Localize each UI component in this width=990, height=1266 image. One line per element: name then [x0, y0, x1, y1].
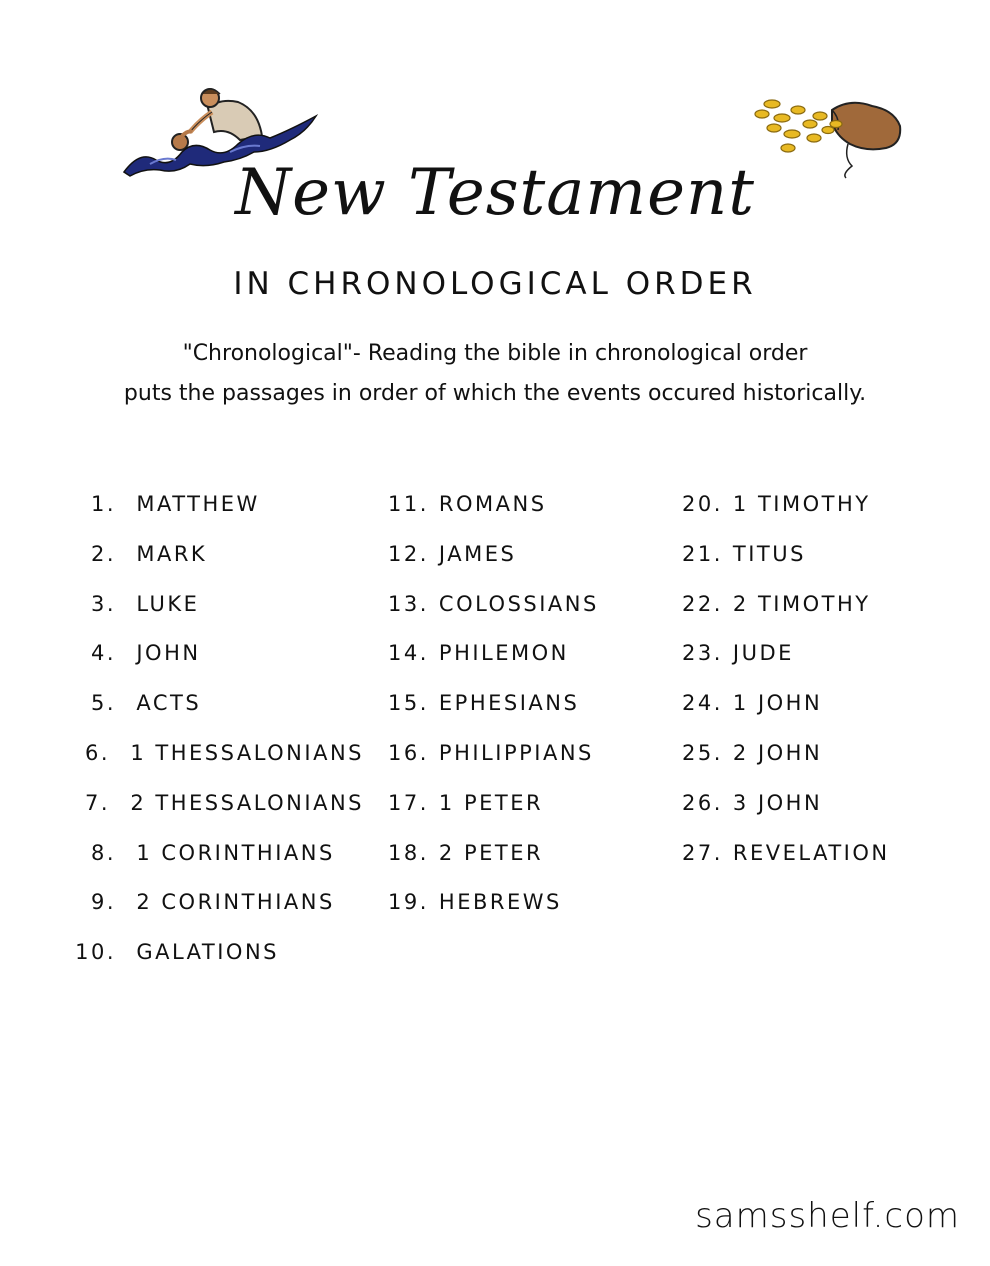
book-name: GALATIONS — [136, 940, 280, 965]
list-item — [388, 890, 668, 940]
book-number: 22. — [682, 591, 723, 616]
book-number: 21. — [682, 541, 723, 566]
list-item — [64, 641, 364, 691]
list-item — [388, 791, 668, 841]
book-name: HEBREWS — [438, 890, 562, 915]
list-item — [64, 841, 364, 891]
book-number: 20. — [682, 492, 723, 516]
book-name: 1 JOHN — [732, 691, 823, 716]
list-item — [682, 542, 962, 592]
book-number: 26. — [682, 790, 723, 815]
book-name: LUKE — [136, 591, 200, 616]
list-item — [682, 592, 962, 642]
book-name: MARK — [136, 541, 208, 566]
book-number: 4. — [90, 641, 116, 666]
list-item — [64, 940, 364, 990]
book-name: MATTHEW — [136, 492, 260, 516]
book-number: 3. — [90, 591, 116, 616]
list-item — [388, 542, 668, 592]
description — [40, 334, 950, 414]
list-item — [64, 791, 364, 841]
book-number: 18. — [388, 840, 429, 865]
book-number: 10. — [75, 940, 116, 965]
list-item — [64, 741, 364, 791]
list-item — [682, 691, 962, 741]
book-number: 7. — [84, 790, 110, 815]
book-number: 23. — [682, 641, 723, 666]
book-number: 14. — [388, 641, 429, 666]
book-name: 2 CORINTHIANS — [136, 890, 335, 915]
book-number: 27. — [682, 840, 723, 865]
book-column-3 — [682, 492, 962, 890]
book-number: 24. — [682, 691, 723, 716]
book-number: 16. — [388, 740, 429, 765]
book-number: 8. — [90, 840, 116, 865]
list-item — [388, 641, 668, 691]
book-name: 2 JOHN — [732, 740, 823, 765]
website-link[interactable]: samsshelf.com — [695, 1196, 960, 1236]
list-item — [388, 691, 668, 741]
book-number: 12. — [388, 541, 429, 566]
book-number: 6. — [84, 740, 110, 765]
list-item — [64, 542, 364, 592]
book-number: 2. — [90, 541, 116, 566]
book-number: 17. — [388, 790, 429, 815]
book-number: 1. — [90, 492, 116, 516]
page-title: New Testament — [235, 156, 755, 230]
book-name: PHILIPPIANS — [438, 740, 594, 765]
list-item — [682, 841, 962, 891]
list-item — [388, 592, 668, 642]
book-name: TITUS — [732, 541, 806, 566]
book-name: JAMES — [438, 541, 517, 566]
book-name: 2 THESSALONIANS — [130, 790, 364, 815]
list-item — [682, 641, 962, 691]
book-name: PHILEMON — [438, 641, 569, 666]
book-name: 3 JOHN — [732, 790, 823, 815]
book-name: ROMANS — [438, 492, 547, 516]
book-number: 13. — [388, 591, 429, 616]
book-number: 11. — [388, 492, 429, 516]
book-name: EPHESIANS — [438, 691, 580, 716]
book-name: 1 PETER — [438, 790, 544, 815]
list-item — [682, 791, 962, 841]
book-name: JOHN — [136, 641, 201, 666]
book-name: 2 PETER — [438, 840, 544, 865]
book-number: 9. — [90, 890, 116, 915]
book-name: 2 TIMOTHY — [732, 591, 871, 616]
list-item — [64, 592, 364, 642]
list-item — [388, 741, 668, 791]
book-number: 5. — [90, 691, 116, 716]
book-name: 1 CORINTHIANS — [136, 840, 335, 865]
list-item — [682, 492, 962, 542]
book-name: 1 TIMOTHY — [732, 492, 871, 516]
list-item — [682, 741, 962, 791]
book-column-2 — [388, 492, 668, 940]
book-name: JUDE — [732, 641, 794, 666]
book-name: REVELATION — [732, 840, 890, 865]
list-item — [64, 890, 364, 940]
list-item — [388, 492, 668, 542]
list-item — [64, 492, 364, 542]
list-item — [64, 691, 364, 741]
list-item — [388, 841, 668, 891]
book-name: 1 THESSALONIANS — [130, 740, 364, 765]
page-subtitle: IN CHRONOLOGICAL ORDER — [233, 266, 757, 302]
book-name: COLOSSIANS — [438, 591, 599, 616]
description-line: puts the passages in order of which the events occured historically. — [123, 381, 867, 406]
book-number: 15. — [388, 691, 429, 716]
book-name: ACTS — [136, 691, 202, 716]
book-number: 19. — [388, 890, 429, 915]
book-number: 25. — [682, 740, 723, 765]
description-line: "Chronological"- Reading the bible in chronological order — [182, 341, 808, 366]
book-column-1 — [64, 492, 364, 990]
